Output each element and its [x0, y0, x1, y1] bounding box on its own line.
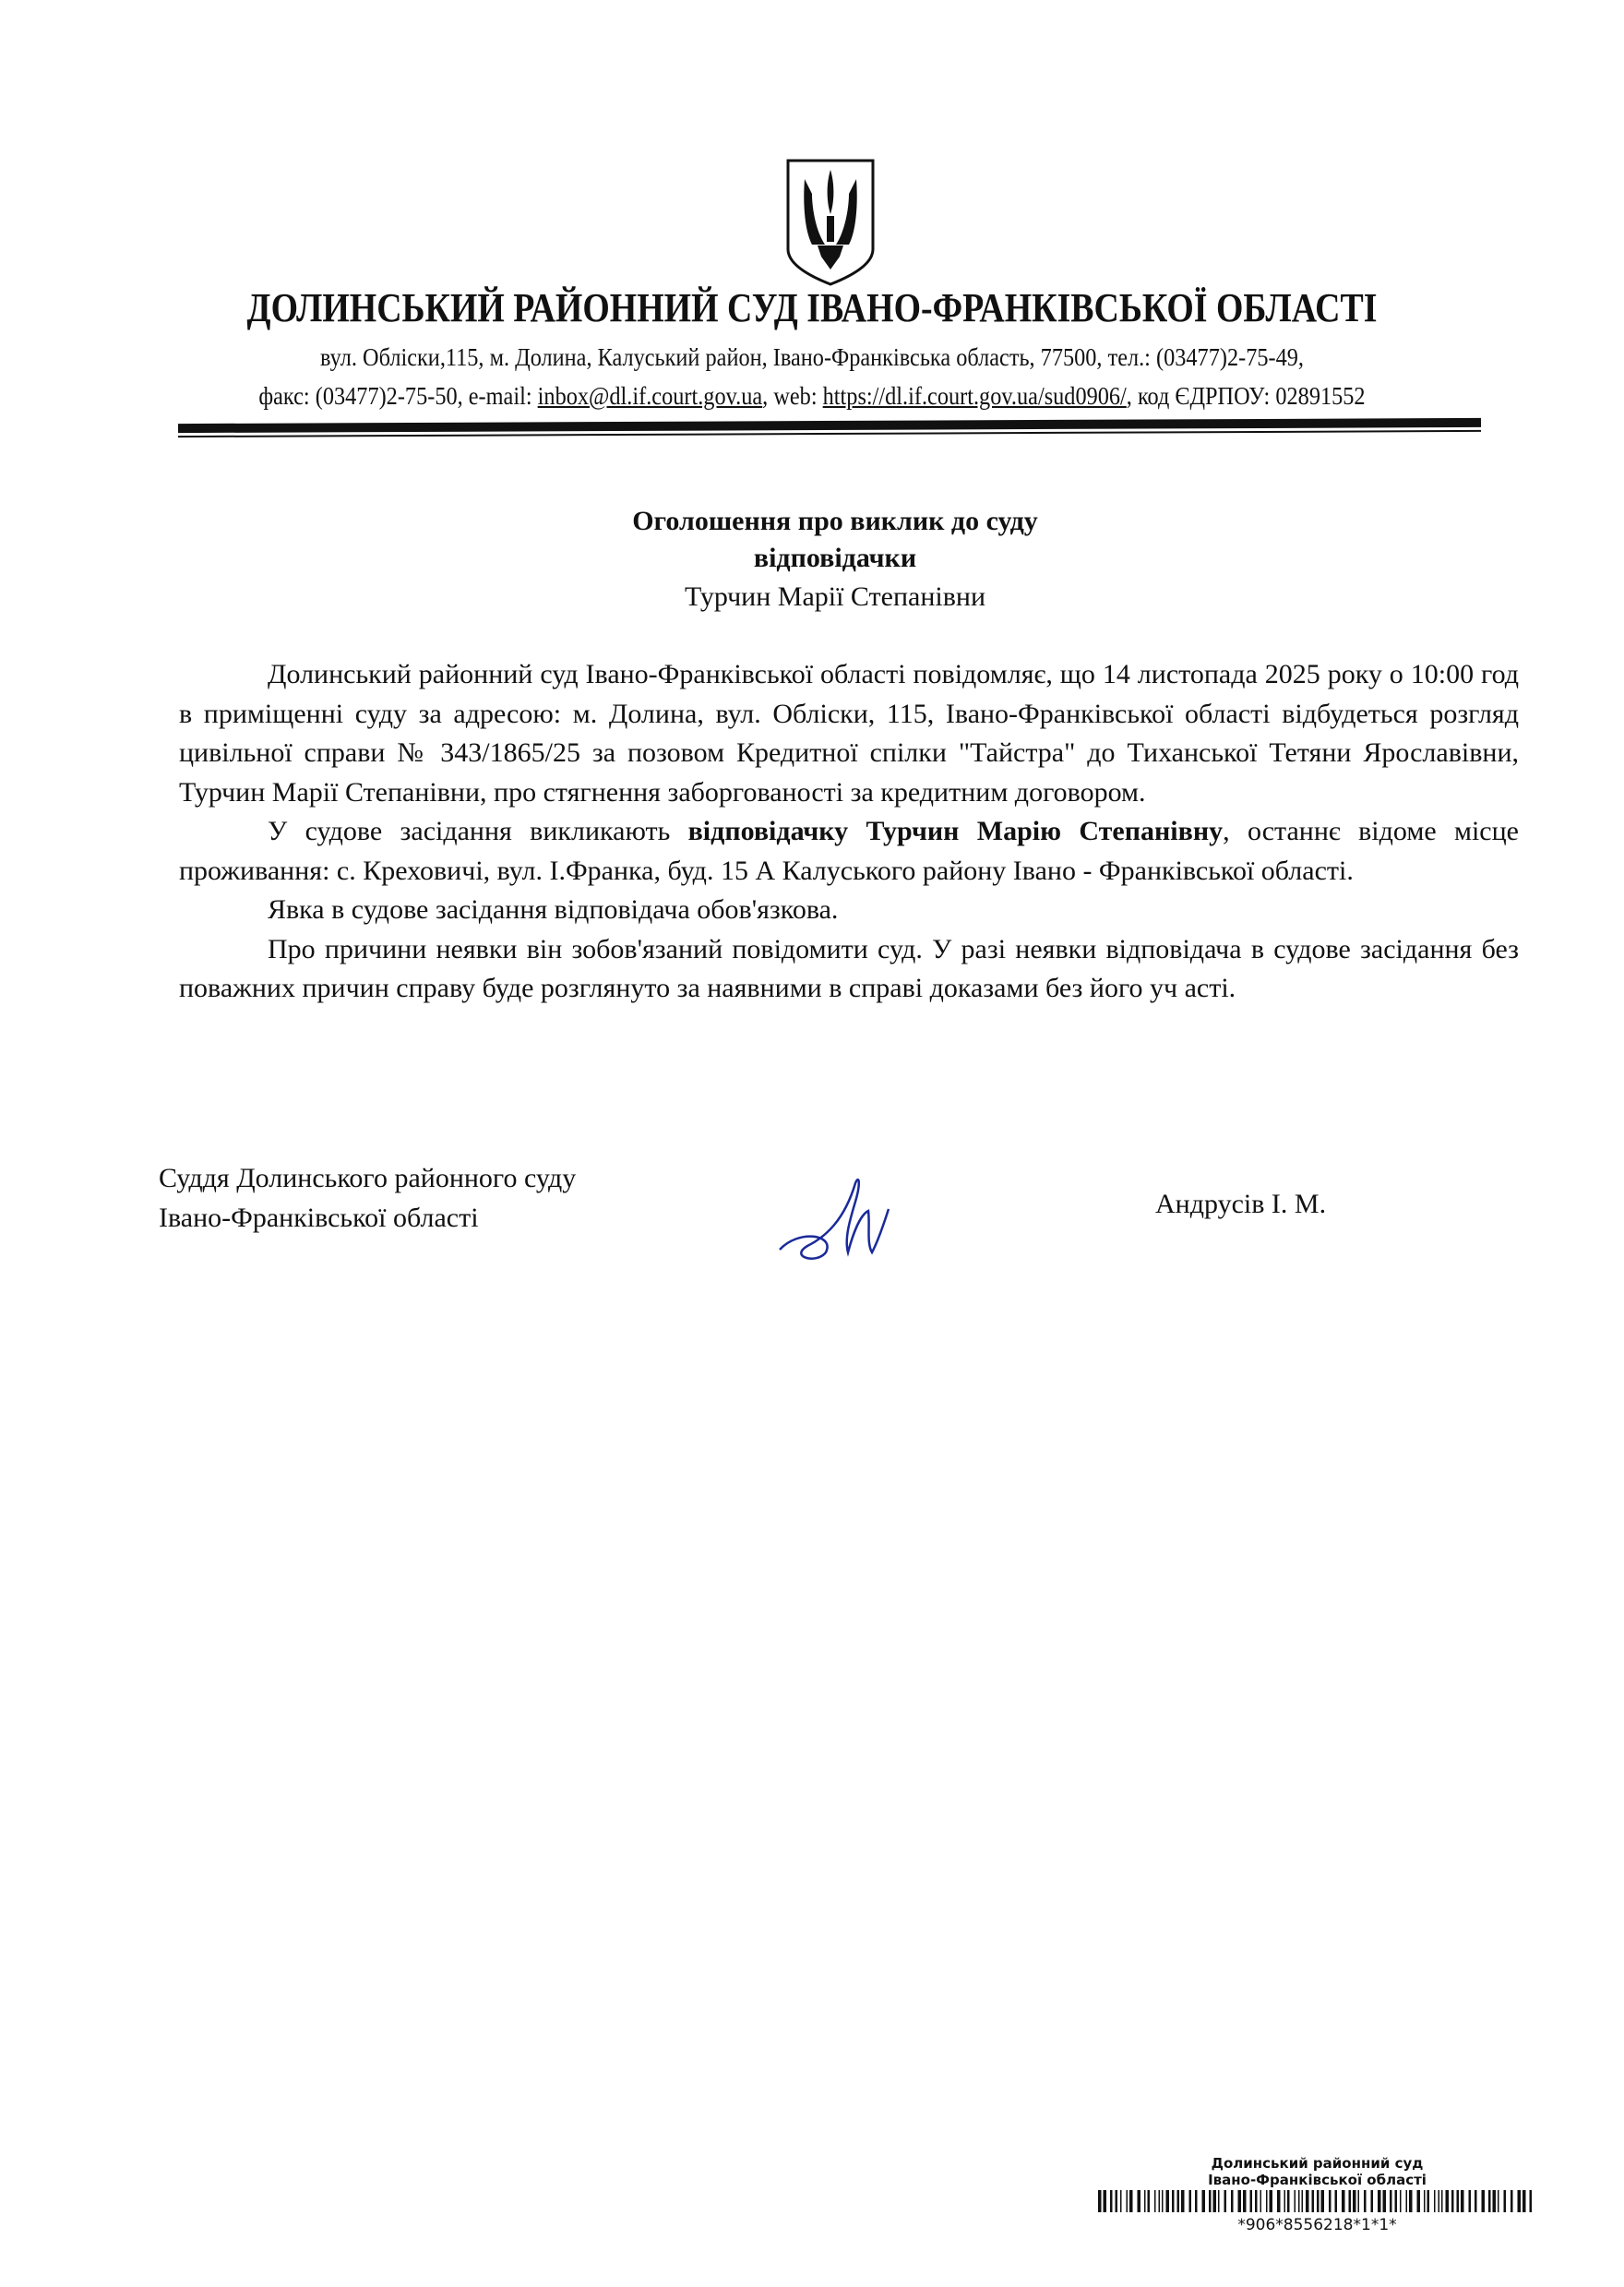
barcode-bar — [1511, 2190, 1513, 2212]
barcode-bar — [1238, 2190, 1242, 2212]
barcode-bar — [1312, 2190, 1315, 2212]
barcode-bar — [1504, 2190, 1507, 2212]
barcode-bar — [1427, 2190, 1430, 2212]
barcode-bar — [1461, 2190, 1464, 2212]
barcode-bar — [1475, 2190, 1477, 2212]
stamp-line2: Івано-Франківської області — [1208, 2172, 1427, 2188]
email-link[interactable]: inbox@dl.if.court.gov.ua — [537, 382, 763, 410]
barcode-bar — [1287, 2190, 1290, 2212]
barcode-bar — [1144, 2190, 1146, 2212]
barcode-bar — [1329, 2190, 1331, 2212]
barcode-bar — [1439, 2190, 1440, 2212]
barcode-bar — [1530, 2190, 1533, 2212]
web-link[interactable]: https://dl.if.court.gov.ua/sud0906/ — [822, 382, 1127, 410]
barcode-bar — [1195, 2190, 1198, 2212]
court-address: вул. Обліски,115, м. Долина, Калуський район, Івано-Франківська область, 77500, тел.: (03477)2-75-49, — [320, 343, 1304, 371]
barcode-bar — [1162, 2190, 1164, 2212]
barcode-bar — [1353, 2190, 1356, 2212]
barcode-bar — [1390, 2190, 1392, 2212]
judge-name: Андрусів І. М. — [1155, 1189, 1327, 1219]
barcode-bar — [1434, 2190, 1436, 2212]
barcode-bar — [1378, 2190, 1381, 2212]
barcode-bar — [1364, 2190, 1367, 2212]
barcode-bar — [1250, 2190, 1253, 2212]
barcode-bar — [1469, 2190, 1472, 2212]
barcode-bar — [1371, 2190, 1374, 2212]
barcode-bar — [1266, 2190, 1268, 2212]
barcode-bar — [1177, 2190, 1180, 2212]
barcode-bar — [1202, 2190, 1206, 2212]
barcode-bar — [1181, 2190, 1185, 2212]
barcode-bar — [1138, 2190, 1141, 2212]
barcode-bar — [1321, 2190, 1325, 2212]
barcode-bar — [1518, 2190, 1522, 2212]
barcode-bar — [1189, 2190, 1192, 2212]
judge-position-line2: Івано-Франківської області — [159, 1203, 479, 1233]
barcode-bar — [1120, 2190, 1122, 2212]
barcode-bar — [1298, 2190, 1300, 2212]
barcode-bar — [1317, 2190, 1320, 2212]
barcode-bar — [1148, 2190, 1151, 2212]
barcode-bar — [1383, 2190, 1387, 2212]
barcode-bar — [1358, 2190, 1360, 2212]
barcode-bar — [1493, 2190, 1497, 2212]
barcode-bar — [1110, 2190, 1113, 2212]
summoned-defendant: відповідачку Турчин Марію Степанівну — [687, 816, 1224, 846]
barcode-bar — [1417, 2190, 1421, 2212]
barcode-bar — [1482, 2190, 1486, 2212]
barcode-bar — [1441, 2190, 1443, 2212]
barcode-bar — [1218, 2190, 1220, 2212]
barcode-bar — [1260, 2190, 1262, 2212]
barcode-bar — [1409, 2190, 1413, 2212]
defendant-name: Турчин Марії Степанівни — [684, 581, 985, 612]
barcode-bar — [1224, 2190, 1227, 2212]
barcode-bar — [1451, 2190, 1454, 2212]
notice-body — [179, 655, 1519, 1009]
judge-position-line1: Суддя Долинського районного суду — [159, 1163, 577, 1193]
handwritten-signature — [770, 1165, 909, 1275]
notice-subtitle: відповідачки — [753, 543, 917, 573]
paragraph-hearing: Долинський районний суд Івано-Франківської області повідомляє, що 14 листопада 2025 року о 10:00 год в приміщенні суду за адресою: м. Долина, вул. Обліски, 115, Івано-Франківської області відбудеться розгляд цивільної справи № 343/1865/25 за позовом Кредитної спілки "Тайстра" до Тиханської Тетяни Ярославівни, Турчин Марії Степанівни, про стягнення заборгованості за кредитним договором. — [179, 659, 1519, 808]
barcode-bar — [1424, 2190, 1426, 2212]
barcode-bar — [1255, 2190, 1258, 2212]
paragraph-attendance: Явка в судове засідання відповідача обов'язкова. — [268, 894, 839, 925]
barcode-bar — [1116, 2190, 1118, 2212]
paragraph-absence: Про причини неявки він зобов'язаний повідомити суд. У разі неявки відповідача в судове засідання без поважних причин справу буде розглянуто за наявними в справі доказами без його уч асті. — [179, 933, 1519, 1003]
barcode-bar — [1395, 2190, 1398, 2212]
web-label: , web: — [762, 382, 823, 410]
barcode-bar — [1284, 2190, 1286, 2212]
court-name: ДОЛИНСЬКИЙ РАЙОННИЙ СУД ІВАНО-ФРАНКІВСЬКОЇ ОБЛАСТІ — [246, 285, 1378, 330]
barcode-bar — [1295, 2190, 1296, 2212]
barcode-bar — [1098, 2190, 1102, 2212]
judge-position — [159, 1158, 576, 1238]
barcode-bar — [1129, 2190, 1133, 2212]
coat-of-arms-emblem — [782, 157, 878, 286]
registration-stamp — [1098, 2155, 1536, 2234]
barcode-bar — [1522, 2190, 1526, 2212]
barcode-bar — [1302, 2190, 1304, 2212]
notice-title: Оголошення про виклик до суду — [632, 506, 1038, 536]
barcode-bar — [1270, 2190, 1273, 2212]
barcode-bar — [1154, 2190, 1156, 2212]
barcode-bar — [1159, 2190, 1161, 2212]
barcode-bar — [1209, 2190, 1212, 2212]
barcode-bar — [1127, 2190, 1128, 2212]
barcode-bar — [1277, 2190, 1281, 2212]
barcode-bar — [1349, 2190, 1352, 2212]
fax-text: факс: (03477)2-75-50, e-mail: — [258, 382, 538, 410]
barcode-bar — [1446, 2190, 1450, 2212]
stamp-line1: Долинський районний суд — [1211, 2155, 1424, 2172]
court-contacts — [206, 382, 1418, 411]
barcode-bar — [1488, 2190, 1491, 2212]
barcode-bar — [1335, 2190, 1338, 2212]
barcode-bar — [1342, 2190, 1345, 2212]
paragraph-summons — [179, 812, 1519, 891]
barcode-bar — [1213, 2190, 1217, 2212]
barcode-bar — [1457, 2190, 1460, 2212]
barcode-bar — [1400, 2190, 1402, 2212]
barcode-bar — [1104, 2190, 1107, 2212]
barcode-bar — [1498, 2190, 1499, 2212]
barcode-bar — [1166, 2190, 1170, 2212]
barcode — [1098, 2190, 1536, 2212]
summons-text: У судове засідання викликають — [268, 816, 688, 846]
barcode-number: *906*8556218*1*1* — [1237, 2216, 1397, 2234]
barcode-bar — [1243, 2190, 1247, 2212]
barcode-bar — [1231, 2190, 1234, 2212]
summons-address: , останнє відоме місце проживання: с. Креховичі, вул. І.Франка, буд. 15 А Калуського району Івано - Франківської області. — [179, 816, 1519, 886]
barcode-bar — [1172, 2190, 1175, 2212]
edrpou-code: , код ЄДРПОУ: 02891552 — [1126, 382, 1366, 410]
barcode-bar — [1406, 2190, 1408, 2212]
barcode-bar — [1306, 2190, 1309, 2212]
